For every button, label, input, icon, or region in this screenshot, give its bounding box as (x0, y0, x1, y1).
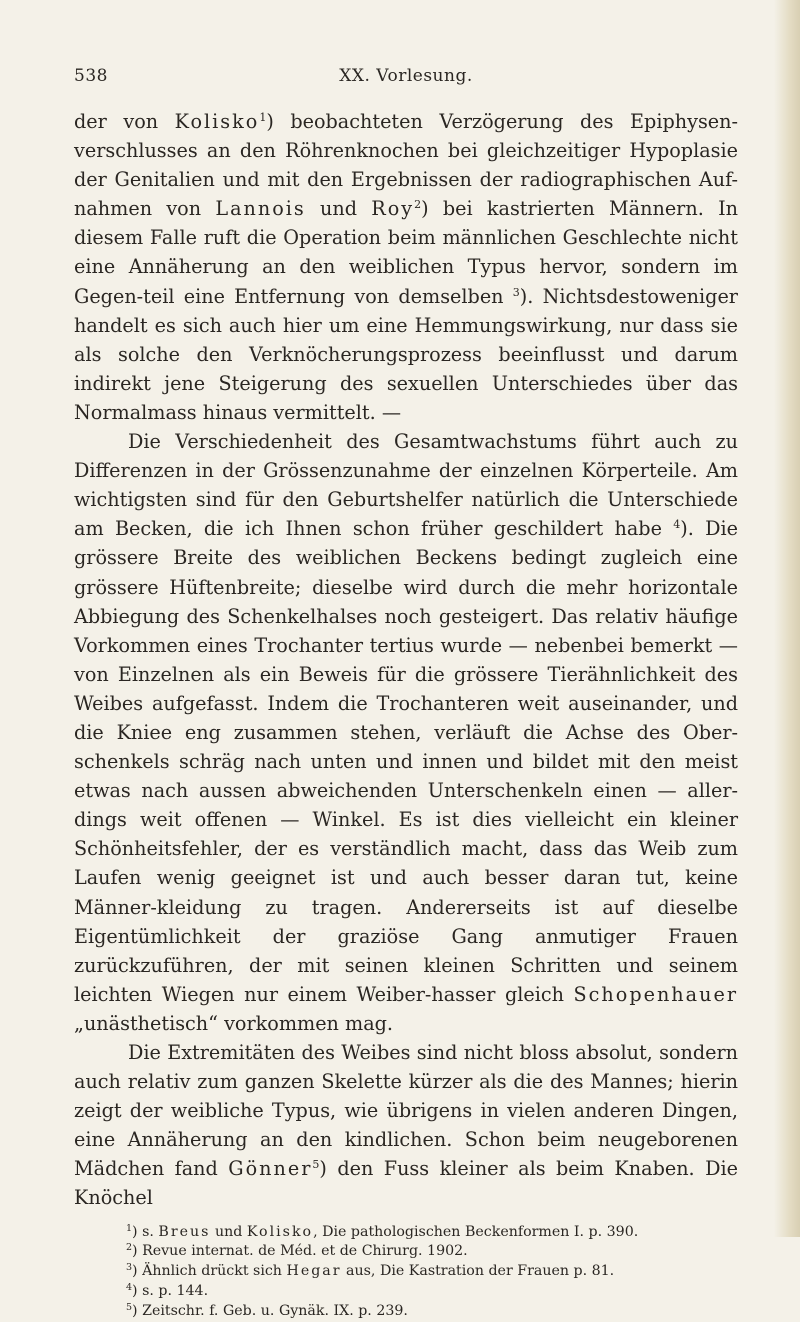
footnote (74, 1223, 738, 1243)
page-content (74, 58, 738, 1322)
author-name: Schopenhauer (573, 982, 738, 1006)
text-run: ) Zeitschr. f. Geb. u. Gynäk. IX. p. 239. (132, 1302, 408, 1319)
footnote (74, 1262, 738, 1282)
footnote (74, 1282, 738, 1302)
body-text (74, 107, 738, 1213)
author-name: Kolisko (174, 110, 260, 133)
text-run: ) Revue internat. de Méd. et de Chirurg. 1902. (132, 1243, 468, 1260)
text-run: , Die pathologischen Beckenformen I. p. 390. (313, 1223, 639, 1240)
page-number: 538 (74, 66, 108, 86)
footnote (74, 1242, 738, 1262)
footnote-ref: 3 (512, 285, 520, 299)
text-run: der von (74, 110, 175, 133)
paragraph (74, 107, 738, 427)
text-run: ). Nichtsdestoweniger handelt es sich auch hier um eine Hemmungswirkung, nur dass sie als solche den Verknöcherungsprozess beeinflusst und darum indirekt jene Steigerung des sexuellen Unterschiedes über das Normalmass hinaus vermittelt. — (74, 284, 738, 424)
footnote (74, 1302, 738, 1322)
text-run: aus, Die Kastration der Frauen p. 81. (341, 1263, 615, 1280)
author-name: Hegar (286, 1263, 342, 1280)
author-name: Breus (158, 1223, 211, 1240)
author-name: Lannois (215, 197, 306, 221)
text-run: ) den Fuss kleiner als beim Knaben. Die Knöchel (74, 1157, 738, 1210)
footnote-ref: 2 (414, 198, 422, 212)
text-run: und (210, 1223, 247, 1240)
footnote-ref: 1 (259, 111, 267, 124)
paragraph (74, 1038, 738, 1213)
text-run: ) s. p. 144. (132, 1282, 209, 1299)
running-title: XX. Vorlesung. (339, 66, 473, 86)
footnote-ref: 5 (126, 1301, 133, 1313)
footnote-ref: 2 (126, 1242, 133, 1254)
text-run: Die Extremitäten des Weibes sind nicht bloss absolut, sondern auch relativ zum ganzen Skelette kürzer als die des Mannes; hierin zeigt der weibliche Typus, wie übrigens in vielen anderen Dingen, eine Annäherung an den kindlichen. Schon beim neugeborenen Mädchen fand (74, 1041, 738, 1181)
text-run: ) beobachteten Verzögerung des Epiphysen-verschlusses an den Röhrenknochen bei gleichzeitiger Hypoplasie der Genitalien und mit den Ergebnissen der radiographischen Auf-nahmen von (74, 110, 738, 221)
author-name: Roy (371, 197, 415, 221)
paragraph (74, 427, 738, 1038)
text-run: ). Die grössere Breite des weiblichen Beckens bedingt zugleich eine grössere Hüftenbreite; dieselbe wird durch die mehr horizontale Abbiegung des Schenkelhalses noch gesteigert. Das relativ häufige Vorkommen eines Trochanter tertius wurde — nebenbei bemerkt — von Einzelnen als ein Beweis für die grössere Tierähnlichkeit des Weibes aufgefasst. Indem die Trochanteren weit auseinander, und die Kniee eng zusammen stehen, verläuft die Achse des Ober-schenkels schräg nach unten und innen und bildet mit den meist etwas nach aussen abweichenden Unterschenkeln einen — aller-dings weit offenen — Winkel. Es ist dies vielleicht ein kleiner Schönheitsfehler, der es verständlich macht, dass das Weib zum Laufen wenig geeignet ist und auch besser daran tut, keine Männer-kleidung zu tragen. Andererseits ist auf dieselbe Eigentümlichkeit der graziöse Gang anmutiger Frauen zurückzuführen, der mit seinen kleinen Schritten und seinem leichten Wiegen nur einem Weiber-hasser gleich (74, 517, 738, 1006)
page-header (74, 58, 738, 98)
text-run: ) Ähnlich drückt sich (132, 1263, 287, 1280)
text-run: und (305, 197, 372, 221)
author-name: Kolisko (246, 1223, 314, 1240)
text-run: „unästhetisch“ vorkommen mag. (74, 1011, 394, 1035)
text-run: Die Verschiedenheit des Gesamtwachstums führt auch zu Differenzen in der Grössenzunahme der einzelnen Körperteile. Am wichtigsten sind für den Geburtshelfer natürlich die Unterschiede am Becken, die ich Ihnen schon früher geschildert habe (74, 430, 738, 541)
footnote-ref: 5 (312, 1158, 320, 1172)
text-run: ) bei kastrierten Männern. In diesem Falle ruft die Operation beim männlichen Geschlechte nicht eine Annäherung an den weiblichen Typus hervor, sondern im Gegen-teil eine Entfernung von demselben (74, 197, 739, 308)
footnote-ref: 4 (673, 518, 681, 532)
author-name: Gönner (228, 1157, 313, 1181)
footnotes (74, 1223, 738, 1322)
page-edge-shadow (774, 0, 800, 1237)
text-run: ) s. (132, 1223, 159, 1240)
footnote-ref: 4 (126, 1281, 133, 1293)
footnote-ref: 3 (126, 1262, 133, 1274)
footnote-ref: 1 (126, 1222, 133, 1234)
